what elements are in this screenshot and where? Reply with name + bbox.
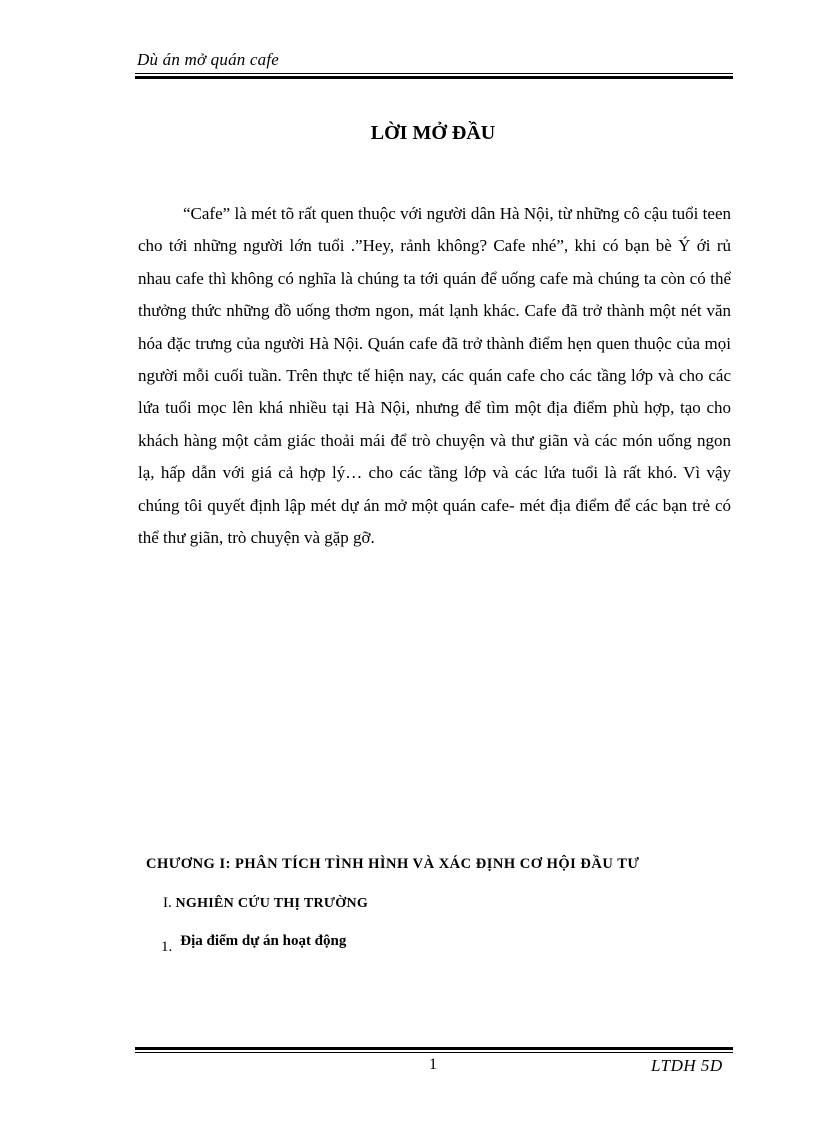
section-number: I. — [163, 895, 172, 911]
page-title: LỜI MỞ ĐẦU — [370, 122, 496, 144]
section-title: NGHIÊN CỨU THỊ TRƯỜNG — [175, 896, 369, 911]
header-divider — [135, 73, 733, 81]
footer-code: LTDH 5D — [651, 1056, 723, 1075]
section-heading — [163, 895, 368, 912]
page-number: 1 — [429, 1056, 437, 1073]
running-header: Dù án mở quán cafe — [137, 50, 280, 69]
footer-divider — [135, 1047, 733, 1055]
subsection-title: Địa điểm dự án hoạt động — [180, 933, 347, 949]
chapter-heading: CHƯƠNG I: PHÂN TÍCH TÌNH HÌNH VÀ XÁC ĐỊNH CƠ HỘI ĐẦU TƯ — [146, 856, 640, 872]
intro-paragraph: “Cafe” là mét tõ rất quen thuộc với người dân Hà Nội, từ những cô cậu tuổi teen cho tới những người lớn tuổi .”Hey, rảnh không? Cafe nhé”, khi có bạn bè Ý ới rủ nhau cafe thì không có nghĩa là chúng ta tới quán để uống cafe mà chúng ta còn có thể thưởng thức những đồ uống thơm ngon, mát lạnh khác. Cafe đã trở thành một nét văn hóa đặc trưng của người Hà Nội. Quán cafe đã trở thành điểm hẹn quen thuộc của mọi người mỗi cuối tuần. Trên thực tế hiện nay, các quán cafe cho các tầng lớp và cho các lứa tuổi mọc lên khá nhiều tại Hà Nội, nhưng để tìm một địa điểm phù hợp, tạo cho khách hàng một cảm giác thoải mái để trò chuyện và thư giãn và các món uống ngon lạ, hấp dẫn với giá cả hợp lý… cho các tầng lớp và các lứa tuổi là rất khó. Vì vậy chúng tôi quyết định lập mét dự án mở một quán cafe- mét địa điểm để các bạn trẻ có thể thư giãn, trò chuyện và gặp gỡ. — [138, 204, 731, 548]
subsection-heading — [161, 933, 346, 956]
subsection-number: 1. — [161, 939, 173, 955]
